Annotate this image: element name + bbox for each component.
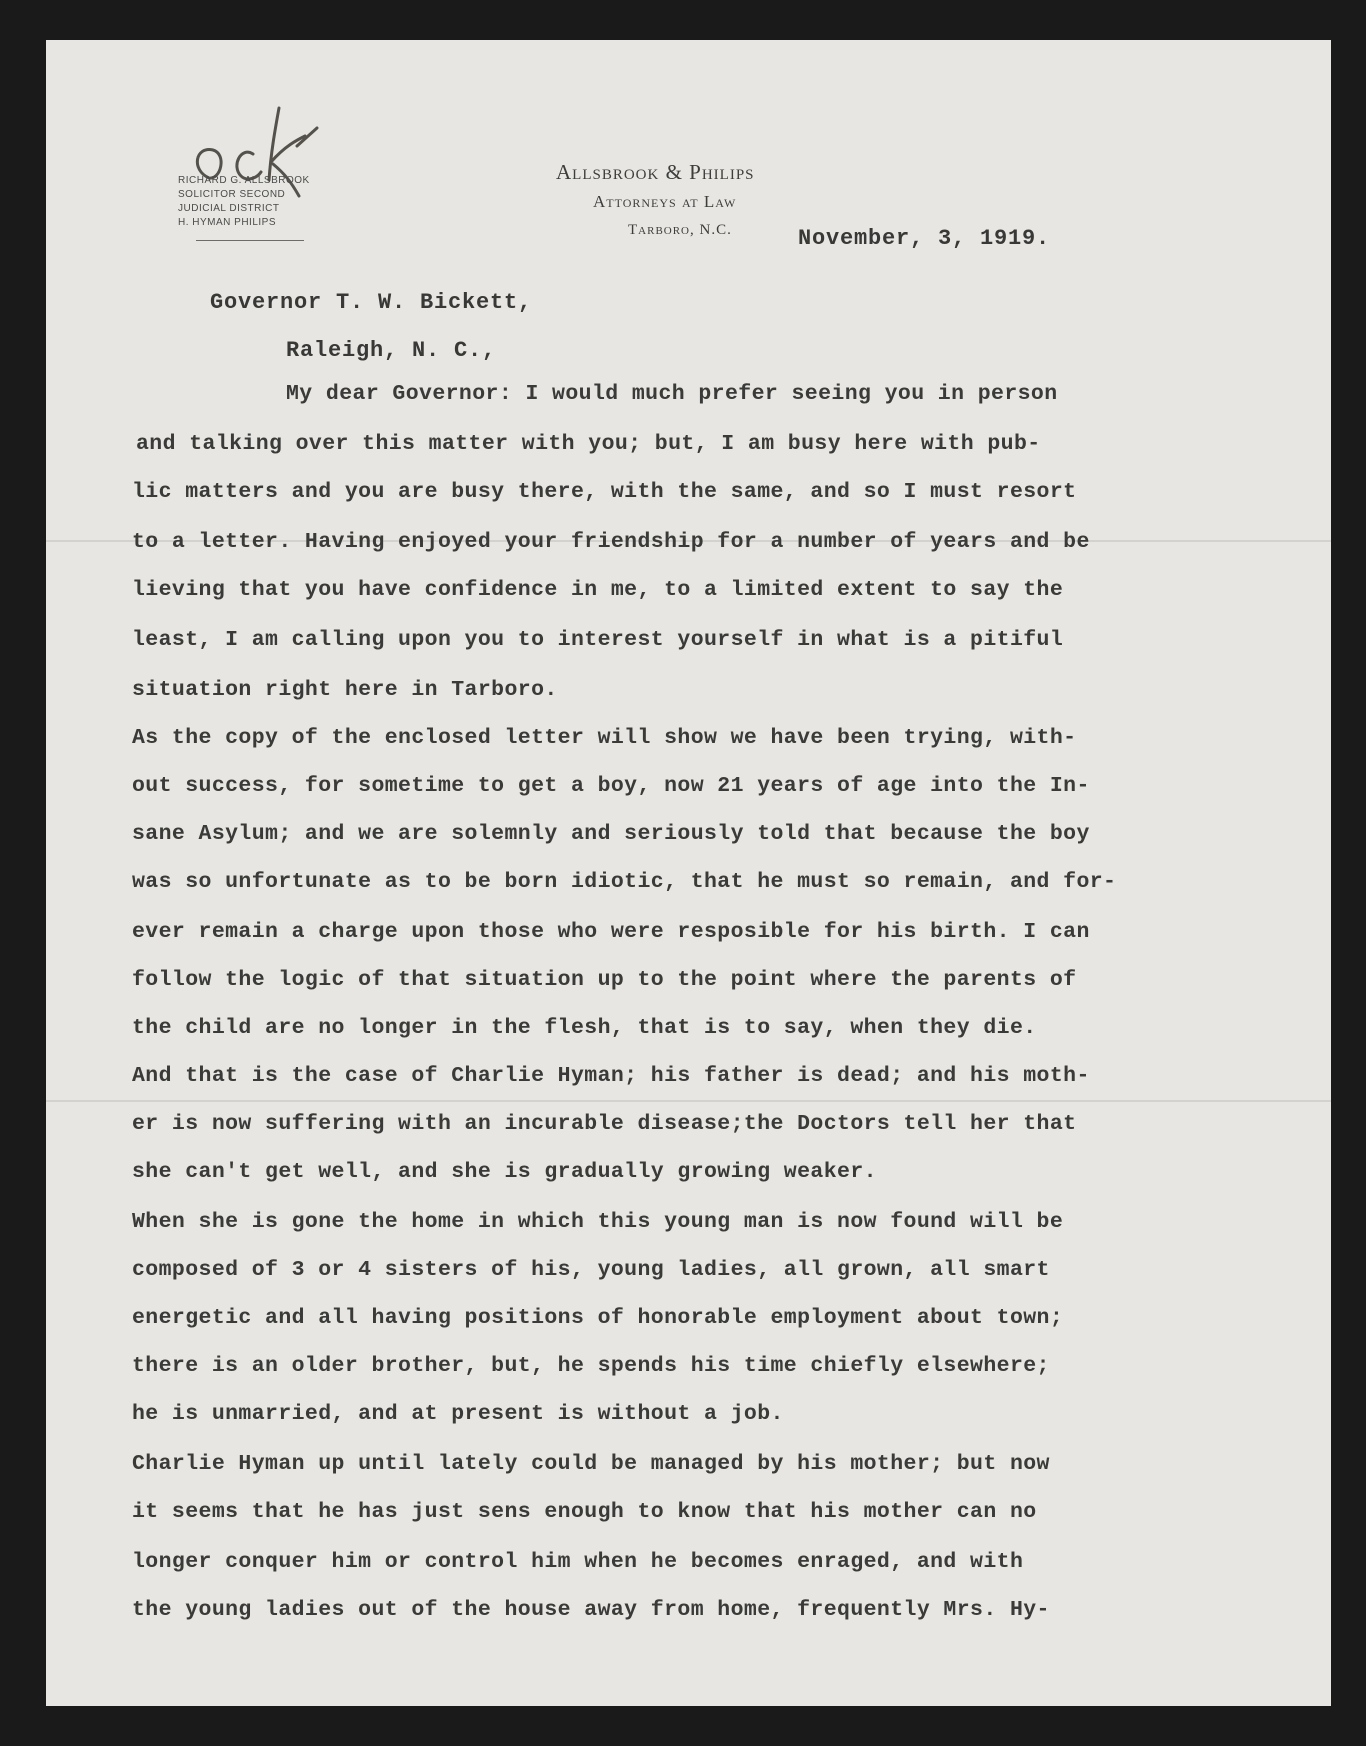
letterhead-side-line: JUDICIAL DISTRICT: [178, 203, 280, 214]
letterhead-firm-name: Allsbrook & Philips: [556, 160, 755, 184]
letter-page: [46, 40, 1331, 1706]
body-line: energetic and all having positions of honorable employment about town;: [132, 1306, 1064, 1330]
body-line: And that is the case of Charlie Hyman; his father is dead; and his moth-: [132, 1064, 1090, 1088]
body-line: follow the logic of that situation up to the point where the parents of: [132, 968, 1077, 992]
body-line: situation right here in Tarboro.: [132, 678, 558, 702]
body-line: the young ladies out of the house away from home, frequently Mrs. Hy-: [132, 1598, 1050, 1622]
body-line: to a letter. Having enjoyed your friendship for a number of years and be: [132, 530, 1090, 554]
letterhead-side-line: H. HYMAN PHILIPS: [178, 217, 277, 228]
body-line: longer conquer him or control him when he becomes enraged, and with: [132, 1550, 1024, 1574]
body-line: lieving that you have confidence in me, to a limited extent to say the: [132, 578, 1064, 602]
body-line: was so unfortunate as to be born idiotic, that he must so remain, and for-: [132, 870, 1117, 894]
letterhead-side-line: SOLICITOR SECOND: [178, 189, 286, 200]
body-line: least, I am calling upon you to interest yourself in what is a pitiful: [132, 628, 1064, 652]
body-line: composed of 3 or 4 sisters of his, young ladies, all grown, all smart: [132, 1258, 1050, 1282]
body-line: out success, for sometime to get a boy, now 21 years of age into the In-: [132, 774, 1090, 798]
body-line: My dear Governor: I would much prefer seeing you in person: [286, 382, 1058, 406]
fold-crease: [46, 1100, 1331, 1102]
body-line: er is now suffering with an incurable disease;the Doctors tell her that: [132, 1112, 1077, 1136]
recipient-name: Governor T. W. Bickett,: [210, 290, 533, 315]
letterhead-rule: [196, 240, 304, 241]
body-line: When she is gone the home in which this young man is now found will be: [132, 1210, 1064, 1234]
recipient-address: Raleigh, N. C.,: [286, 338, 497, 363]
letterhead-city: Tarboro, N.C.: [628, 222, 732, 238]
body-line: she can't get well, and she is gradually growing weaker.: [132, 1160, 877, 1184]
body-line: Charlie Hyman up until lately could be managed by his mother; but now: [132, 1452, 1050, 1476]
body-line: ever remain a charge upon those who were resposible for his birth. I can: [132, 920, 1090, 944]
body-line: the child are no longer in the flesh, that is to say, when they die.: [132, 1016, 1037, 1040]
body-line: lic matters and you are busy there, with the same, and so I must resort: [132, 480, 1077, 504]
body-line: he is unmarried, and at present is without a job.: [132, 1402, 784, 1426]
body-line: it seems that he has just sens enough to know that his mother can no: [132, 1500, 1037, 1524]
letterhead-side-line: RICHARD G. ALLSBROOK: [178, 175, 310, 186]
letterhead-side-block: [178, 174, 310, 230]
body-line: sane Asylum; and we are solemnly and seriously told that because the boy: [132, 822, 1090, 846]
body-line: there is an older brother, but, he spends his time chiefly elsewhere;: [132, 1354, 1050, 1378]
letterhead-subtitle: Attorneys at Law: [593, 192, 737, 211]
body-line: As the copy of the enclosed letter will show we have been trying, with-: [132, 726, 1077, 750]
body-line: and talking over this matter with you; but, I am busy here with pub-: [136, 432, 1041, 456]
letter-date: November, 3, 1919.: [798, 226, 1051, 251]
